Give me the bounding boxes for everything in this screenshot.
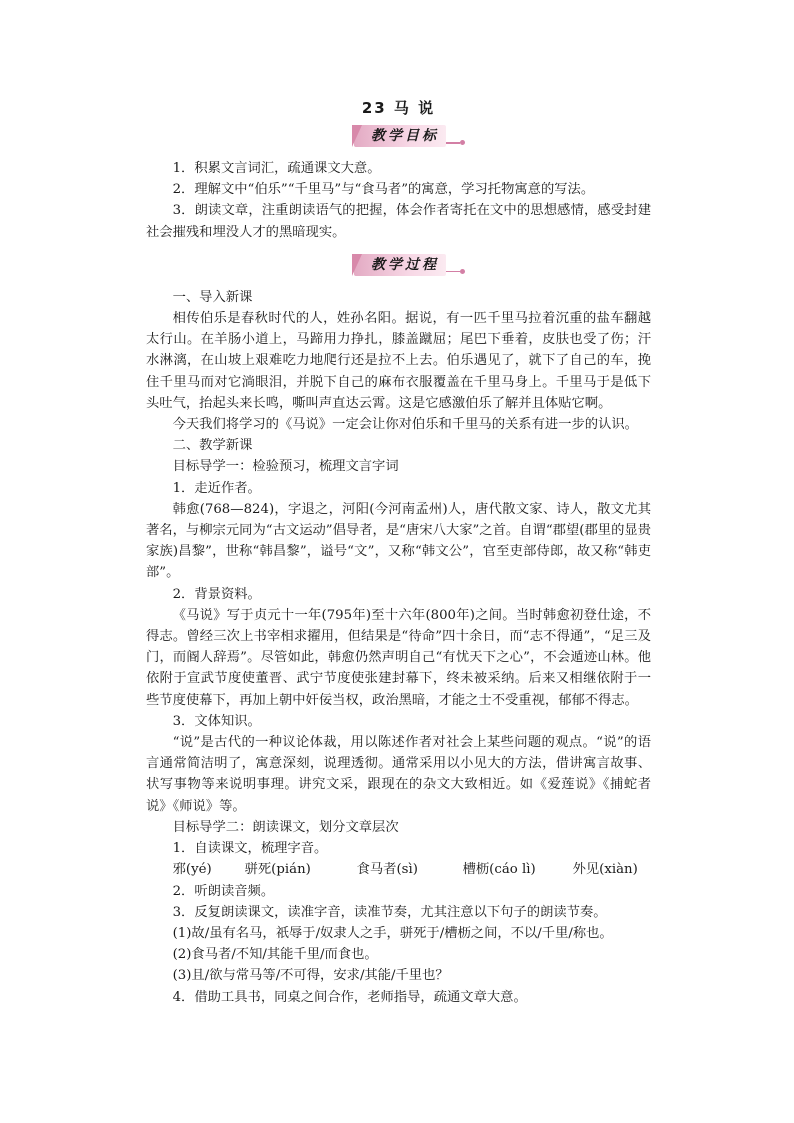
list-item: 1．走近作者。 — [172, 480, 261, 496]
section-heading: 二、教学新课 — [172, 438, 253, 454]
ribbon-dot-icon — [460, 269, 465, 274]
goal-item: 2．理解文中“伯乐”“千里马”与“食马者”的寓意，学习托物寓意的写法。 — [172, 182, 595, 198]
ribbon-line — [446, 142, 460, 144]
paragraph: 韩愈(768—824)，字退之，河阳(今河南孟州)人，唐代散文家、诗人，散文尤其著名，与柳宗元同为“古文运动”倡导者，是“唐宋八大家”之首。自谓“郡望(郡里的显贵家族)昌黎”，世称“韩昌黎”，谥号“文”，又称“韩文公”，官至吏部侍郎，故又称“韩吏部”。 — [146, 501, 651, 581]
list-item: 4．借助工具书，同桌之间合作，老师指导，疏通文章大意。 — [172, 989, 527, 1005]
page-title: 23 马 说 — [361, 99, 436, 117]
section-heading: 一、导入新课 — [172, 289, 253, 305]
ribbon-corner — [352, 125, 362, 147]
reading-sentence: (3)且/欲与常马等/不可得，安求/其能/千里也？ — [172, 968, 449, 984]
paragraph: 《马说》写于贞元十一年(795年)至十六年(800年)之间。当时韩愈初登仕途，不得志。曾经三次上书宰相求擢用，但结果是“待命”四十余日，而“志不得通”，“足三及门，而阍人辞焉”。尽管如此，韩愈仍然声明自己“有忧天下之心”，不会遁迹山林。他依附于宣武节度使董晋、武宁节度使张建封幕下，终未被采纳。后来又相继依附于一些节度使幕下，再加上朝中奸佞当权，政治黑暗，才能之士不受重视，郁郁不得志。 — [146, 607, 651, 708]
banner-label: 教学目标 — [371, 128, 439, 144]
list-item: 2．背景资料。 — [172, 586, 261, 602]
pinyin-row — [146, 859, 651, 880]
ribbon-line — [446, 271, 460, 273]
list-item: 3．文体知识。 — [172, 713, 261, 729]
document-page — [146, 96, 651, 1008]
goal-item: 1．积累文言词汇，疏通课文大意。 — [172, 161, 381, 176]
paragraph: “说”是古代的一种议论体裁，用以陈述作者对社会上某些问题的观点。“说”的语言通常简洁明了，寓意深刻，说理透彻。通常采用以小见大的方法，借讲寓言故事、状写事物等来说明事理。讲究文采，跟现在的杂文大致相近。如《爱莲说》《捕蛇者说》《师说》等。 — [146, 735, 651, 814]
pinyin-item: 骈死(pián) — [244, 862, 311, 878]
paragraph: 今天我们将学习的《马说》一定会让你对伯乐和千里马的关系有进一步的认识。 — [172, 417, 638, 433]
section-banner-goals — [146, 124, 651, 150]
ribbon-dot-icon — [460, 140, 465, 145]
list-item: 3．反复朗读课文，读准字音，读准节奏，尤其注意以下句子的朗读节奏。 — [172, 904, 607, 920]
subsection-heading: 目标导学一：检验预习，梳理文言字词 — [172, 459, 399, 475]
ribbon-corner — [352, 254, 362, 276]
pinyin-item: 槽枥(cáo lì) — [462, 862, 536, 878]
pinyin-item: 外见(xiàn) — [572, 862, 638, 878]
subsection-heading: 目标导学二：朗读课文，划分文章层次 — [172, 819, 399, 835]
section-banner-process — [146, 253, 651, 279]
reading-sentence: (1)故/虽有名马，祇辱于/奴隶人之手，骈死于/槽枥之间，不以/千里/称也。 — [172, 925, 613, 941]
banner-label: 教学过程 — [371, 256, 439, 273]
reading-sentence: (2)食马者/不知/其能千里/而食也。 — [172, 947, 378, 963]
paragraph: 相传伯乐是春秋时代的人，姓孙名阳。据说，有一匹千里马拉着沉重的盐车翻越太行山。在羊肠小道上，马蹄用力挣扎，膝盖蹴屈；尾巴下垂着，皮肤也受了伤；汗水淋漓，在山坡上艰难吃力地爬行还是拉不上去。伯乐遇见了，就下了自己的车，挽住千里马而对它淌眼泪，并脱下自己的麻布衣服覆盖在千里马身上。千里马于是低下头吐气，抬起头来长鸣，嘶叫声直达云霄。这是它感激伯乐了解并且体贴它啊。 — [146, 311, 651, 411]
list-item: 1．自读课文，梳理字音。 — [172, 841, 328, 857]
pinyin-item: 邪(yé) — [172, 862, 212, 878]
banner-ribbon — [354, 125, 446, 147]
goal-item: 3．朗读文章，注重朗读语气的把握，体会作者寄托在文中的思想感情，感受封建社会摧残和埋没人才的黑暗现实。 — [146, 203, 651, 240]
banner-ribbon — [354, 254, 446, 276]
pinyin-item: 食马者(sì) — [356, 862, 418, 878]
list-item: 2．听朗读音频。 — [172, 883, 275, 899]
